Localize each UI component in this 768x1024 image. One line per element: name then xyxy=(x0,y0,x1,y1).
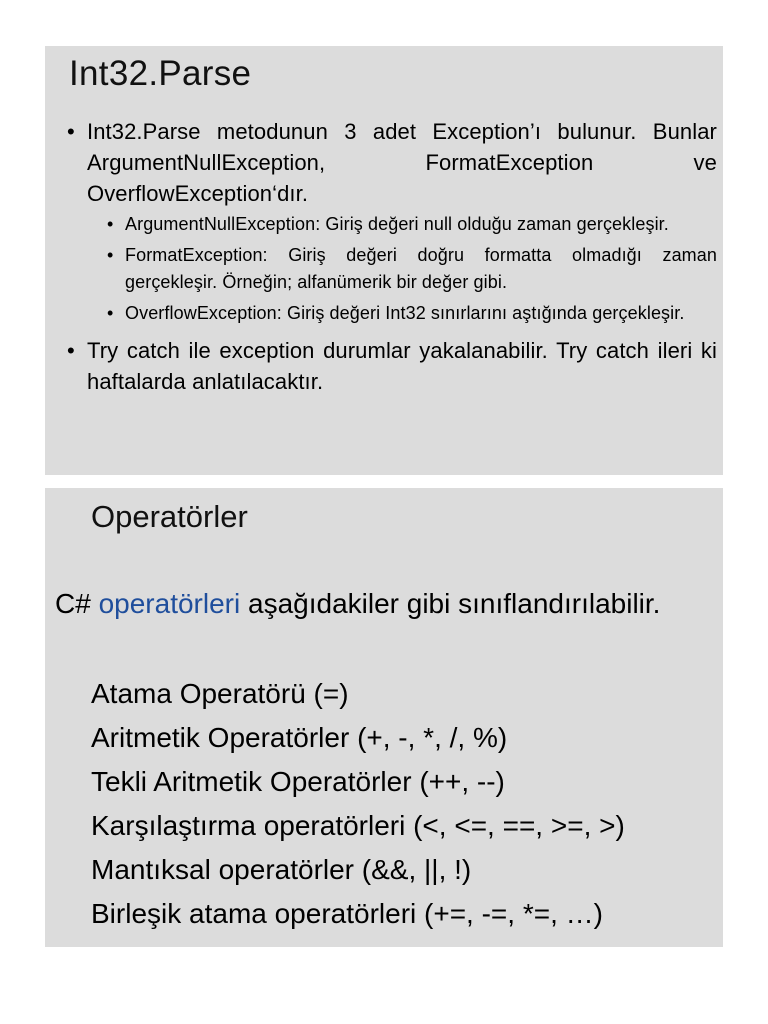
bullet-text: Int32.Parse metodunun 3 adet Exception’ı bulunur. Bunlar ArgumentNullException, FormatException ve OverflowException‘dır. xyxy=(87,119,717,206)
slide-operatorler xyxy=(45,488,723,947)
sub-bullet-list xyxy=(87,211,717,327)
slide-int32-parse xyxy=(45,46,723,475)
intro-paragraph xyxy=(55,582,715,626)
slide-title: Int32.Parse xyxy=(69,54,252,93)
operators-link[interactable]: operatörleri xyxy=(98,588,241,619)
intro-suffix: aşağıdakiler gibi sınıflandırılabilir. xyxy=(240,588,661,619)
operator-item: Karşılaştırma operatörleri (<, <=, ==, >=, >) xyxy=(91,810,625,841)
operator-item: Aritmetik Operatörler (+, -, *, /, %) xyxy=(91,722,508,753)
operator-item: Birleşik atama operatörleri (+=, -=, *=, …) xyxy=(91,898,603,929)
sub-list-item: • FormatException: Giriş değeri doğru formatta olmadığı zaman gerçekleşir. Örneğin; alfanümerik bir değer gibi. xyxy=(87,242,717,296)
list-item xyxy=(61,335,717,397)
operator-item: Mantıksal operatörler (&&, ||, !) xyxy=(91,854,472,885)
operator-item: Atama Operatörü (=) xyxy=(91,678,349,709)
bullet-list xyxy=(61,116,717,397)
operator-list xyxy=(91,672,625,936)
sub-list-item: • OverflowException: Giriş değeri Int32 sınırlarını aştığında gerçekleşir. xyxy=(87,300,717,327)
slide-title: Operatörler xyxy=(91,499,248,534)
operator-item: Tekli Aritmetik Operatörler (++, --) xyxy=(91,766,505,797)
sub-list-item: • ArgumentNullException: Giriş değeri null olduğu zaman gerçekleşir. xyxy=(87,211,717,238)
bullet-text: Try catch ile exception durumlar yakalanabilir. Try catch ileri ki haftalarda anlatılacaktır. xyxy=(87,338,717,394)
intro-prefix: C# xyxy=(55,588,99,619)
list-item xyxy=(61,116,717,327)
